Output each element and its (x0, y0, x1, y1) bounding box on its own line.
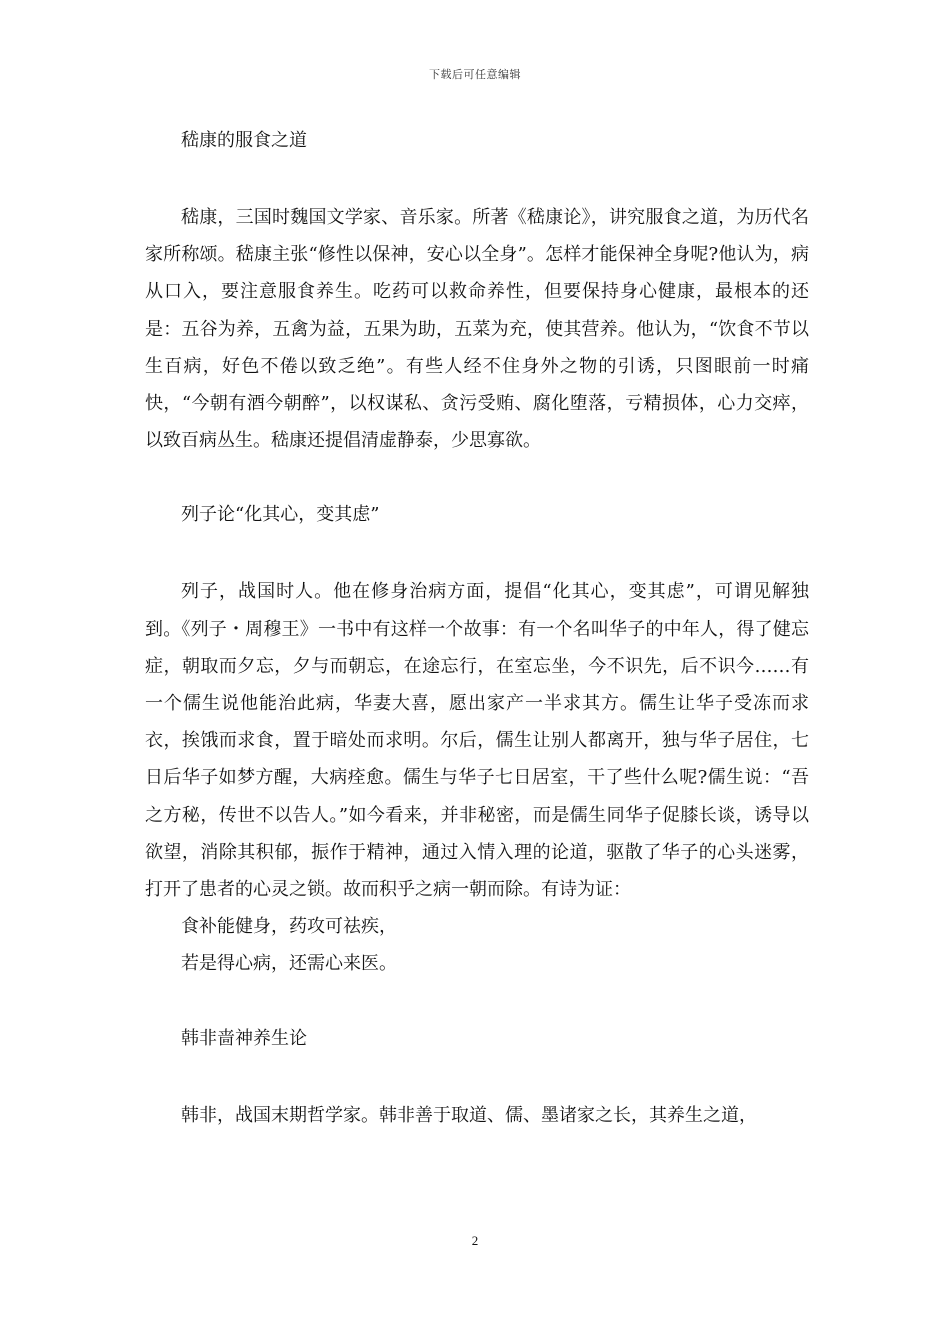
section-title-liezi: 列子论“化其心，变其虑” (181, 504, 380, 526)
section-title-hanfei: 韩非啬神养生论 (181, 1027, 307, 1049)
paragraph-hanfei: 韩非，战国末期哲学家。韩非善于取道、儒、墨诸家之长，其养生之道， (181, 1104, 757, 1126)
page-header-note: 下载后可任意编辑 (429, 68, 521, 81)
paragraph-jikang: 嵇康，三国时魏国文学家、音乐家。所著《嵇康论》，讲究服食之道，为历代名家所称颂。嵇康主张“修性以保神，安心以全身”。怎样才能保神全身呢?他认为，病从口入，要注意服食养生。吃药可以救命养性，但要保持身心健康，最根本的还是：五谷为养，五禽为益，五果为助，五菜为充，使其营养。他认为，“饮食不节以生百病，好色不倦以致乏绝”。有些人经不住身外之物的引诱，只图眼前一时痛快，“今朝有酒今朝醉”，以权谋私、贪污受贿、腐化堕落，亏精损体，心力交瘁，以致百病丛生。嵇康还提倡清虚静泰，少思寡欲。 (145, 207, 809, 452)
document-body (145, 122, 809, 1134)
poem-line-2: 若是得心病，还需心来医。 (181, 953, 397, 975)
paragraph-liezi: 列子，战国时人。他在修身治病方面，提倡“化其心，变其虑”，可谓见解独到。《列子・周穆王》一书中有这样一个故事：有一个名叫华子的中年人，得了健忘症，朝取而夕忘，夕与而朝忘，在途忘行，在室忘坐，今不识先，后不识今……有一个儒生说他能治此病，华妻大喜，愿出家产一半求其方。儒生让华子受冻而求衣，挨饿而求食，置于暗处而求明。尔后，儒生让别人都离开，独与华子居住，七日后华子如梦方醒，大病痊愈。儒生与华子七日居室，干了些什么呢?儒生说：“吾之方秘，传世不以告人。”如今看来，并非秘密，而是儒生同华子促膝长谈，诱导以欲望，消除其积郁，振作于精神，通过入情入理的论道，驱散了华子的心头迷雾，打开了患者的心灵之锁。故而积乎之病一朝而除。有诗为证： (145, 581, 809, 901)
page-number: 2 (471, 1233, 479, 1248)
section-title-jikang: 嵇康的服食之道 (181, 130, 307, 151)
poem-line-1: 食补能健身，药攻可祛疾， (181, 916, 397, 938)
